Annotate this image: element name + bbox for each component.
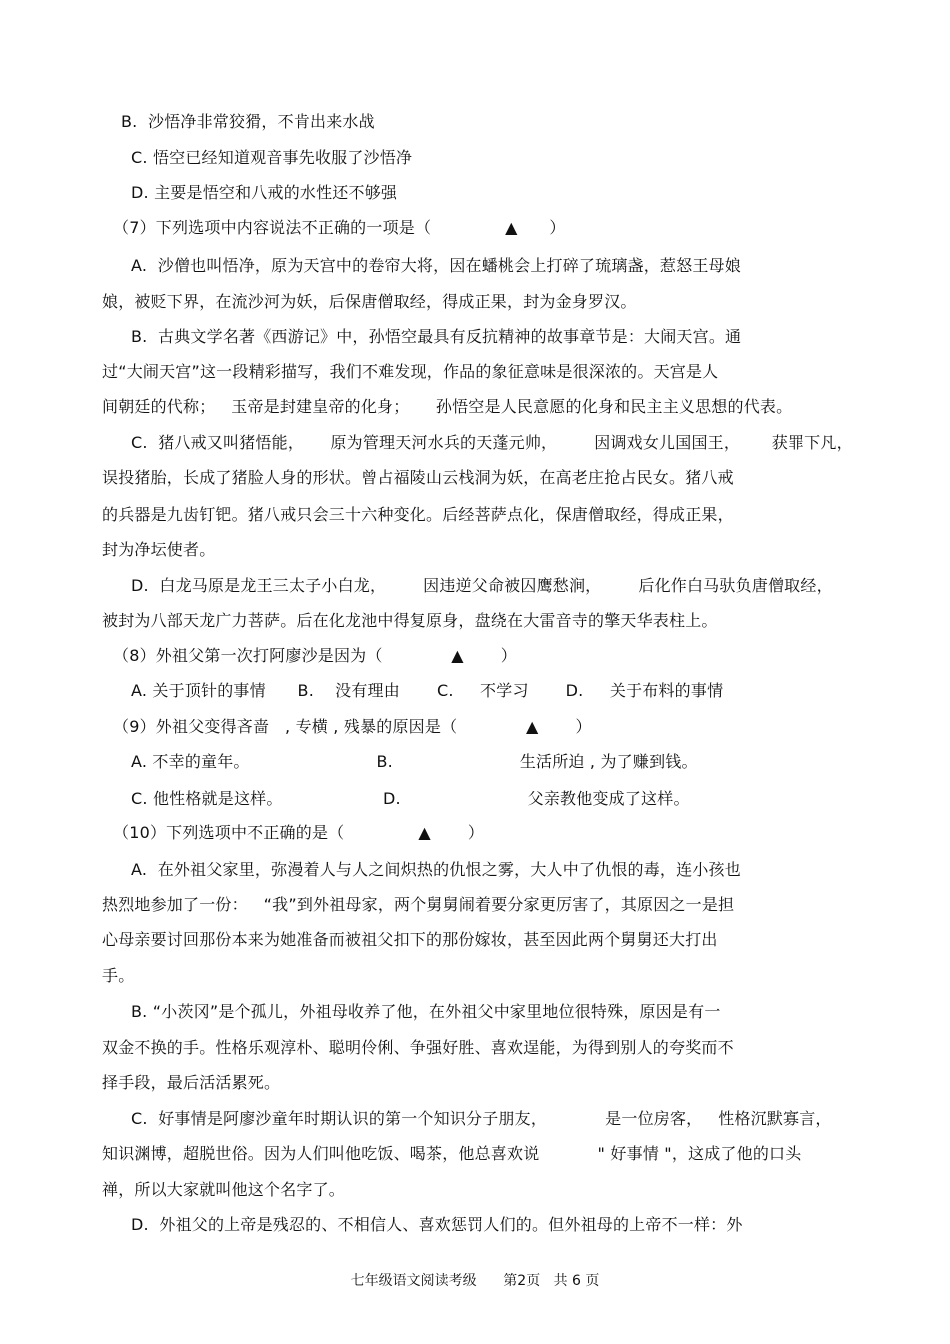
option-7c-line4: 封为净坛使者。 [102, 540, 216, 559]
option-10c-line1: C. 好事情是阿廖沙童年时期认识的第一个知识分子朋友， 是一位房客， 性格沉默寡言， [131, 1109, 832, 1128]
option-7a-line1: A. 沙僧也叫悟净，原为天宫中的卷帘大将，因在蟠桃会上打碎了琉璃盏，惹怒王母娘 [131, 256, 741, 275]
option-7b-line2: 过“大闹天宫”这一段精彩描写，我们不难发现，作品的象征意味是很深浓的。天宫是人 [102, 362, 719, 381]
question-10: （10）下列选项中不正确的是（ ▲ ） [113, 823, 485, 842]
options-9-row2: C. 他性格就是这样。 D. 父亲教他变成了这样。 [131, 789, 690, 808]
option-6c: C. 悟空已经知道观音事先收服了沙悟净 [131, 148, 413, 167]
option-10a-line3: 心母亲要讨回那份本来为她准备而被祖父扣下的那份嫁妆，甚至因此两个舅舅还大打出 [102, 930, 718, 949]
option-10d-line1: D. 外祖父的上帝是残忍的、不相信人、喜欢惩罚人们的。但外祖母的上帝不一样：外 [131, 1215, 743, 1234]
option-10a-line2: 热烈地参加了一份： “我”到外祖母家，两个舅舅闹着要分家更厉害了，其原因之一是担 [102, 895, 735, 914]
page-footer: 七年级语文阅读考级 第2页 共 6 页 [350, 1273, 600, 1289]
option-6b: B. 沙悟净非常狡猾，不肯出来水战 [121, 112, 375, 131]
option-6d: D. 主要是悟空和八戒的水性还不够强 [131, 183, 398, 202]
option-10a-line1: A. 在外祖父家里，弥漫着人与人之间炽热的仇恨之雾，大人中了仇恨的毒，连小孩也 [131, 860, 741, 879]
option-10c-line3: 禅，所以大家就叫他这个名字了。 [102, 1180, 346, 1199]
option-7c-line1: C. 猪八戒又叫猪悟能， 原为管理天河水兵的天蓬元帅， 因调戏女儿国国王， 获罪下凡， [131, 433, 853, 452]
option-10b-line2: 双金不换的手。性格乐观淳朴、聪明伶俐、争强好胜、喜欢逞能，为得到别人的夸奖而不 [102, 1038, 734, 1057]
option-10b-line1: B. “小茨冈”是个孤儿，外祖母收养了他，在外祖父中家里地位很特殊，原因是有一 [131, 1002, 721, 1021]
option-7b-line1: B. 古典文学名著《西游记》中，孙悟空最具有反抗精神的故事章节是：大闹天宫。通 [131, 327, 742, 346]
question-7: （7）下列选项中内容说法不正确的一项是（ ▲ ） [113, 218, 566, 237]
option-7d-line1: D. 白龙马原是龙王三太子小白龙， 因违逆父命被囚鹰愁涧， 后化作白马驮负唐僧取经， [131, 576, 833, 595]
question-8: （8）外祖父第一次打阿廖沙是因为（ ▲ ） [113, 646, 518, 665]
option-10b-line3: 择手段，最后活活累死。 [102, 1073, 281, 1092]
options-9-row1: A. 不幸的童年。 B. 生活所迫 , 为了赚到钱。 [131, 752, 698, 771]
question-9: （9）外祖父变得吝啬 , 专横 , 残暴的原因是（ ▲ ） [113, 717, 592, 736]
option-7b-line3: 间朝廷的代称； 玉帝是封建皇帝的化身； 孙悟空是人民意愿的化身和民主主义思想的代表。 [102, 397, 793, 416]
option-7d-line2: 被封为八部天龙广力菩萨。后在化龙池中得复原身，盘绕在大雷音寺的擎天华表柱上。 [102, 611, 718, 630]
option-10c-line2: 知识渊博，超脱世俗。因为人们叫他吃饭、喝茶，他总喜欢说 " 好事情 "，这成了他的口头 [102, 1144, 802, 1163]
option-7c-line3: 的兵器是九齿钉钯。猪八戒只会三十六种变化。后经菩萨点化，保唐僧取经，得成正果， [102, 505, 734, 524]
option-7a-line2: 娘，被贬下界，在流沙河为妖，后保唐僧取经，得成正果，封为金身罗汉。 [102, 292, 637, 311]
options-8: A. 关于顶针的事情 B. 没有理由 C. 不学习 D. 关于布料的事情 [131, 681, 724, 700]
option-7c-line2: 误投猪胎，长成了猪脸人身的形状。曾占福陵山云栈洞为妖，在高老庄抢占民女。猪八戒 [102, 468, 734, 487]
option-10a-line4: 手。 [102, 966, 135, 985]
